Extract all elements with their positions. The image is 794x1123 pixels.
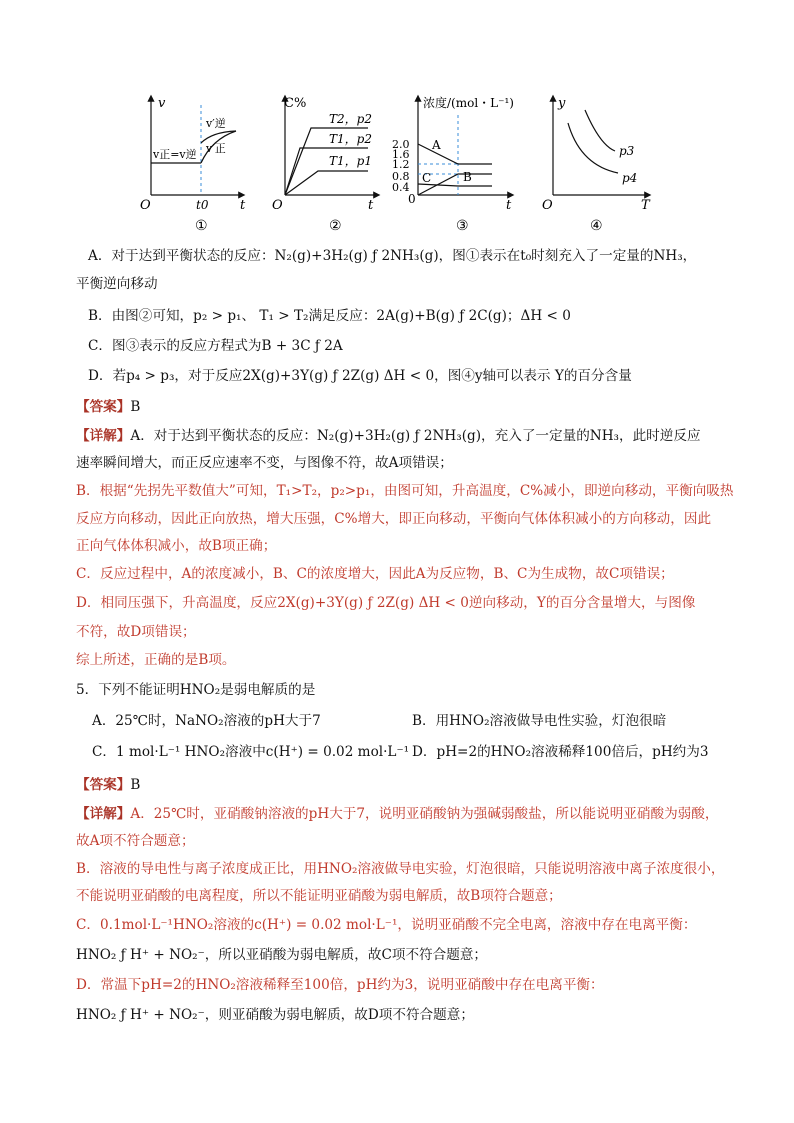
- q4-explain-a-text: A．对于达到平衡状态的反应：N₂(g)+3H₂(g) ƒ 2NH₃(g)，充入了一定量的NH₃，此时逆反应: [130, 428, 701, 444]
- q5-option-b: B．用HNO₂溶液做导电性实验，灯泡很暗: [412, 713, 667, 729]
- q4-explain-b-line1: B．根据“先拐先平数值大”可知，T₁>T₂，p₂>p₁，由图可知，升高温度，C%减小，即逆向移动，平衡向吸热: [76, 483, 734, 499]
- q4-explain-a-line2: 速率瞬间增大，而正反应速率不变，与图像不符，故A项错误；: [76, 455, 453, 471]
- q4-option-d: D．若p₄ > p₃，对于反应2X(g)+3Y(g) ƒ 2Z(g) ΔH < 0，图④y轴可以表示 Y的百分含量: [88, 368, 632, 384]
- fig4-origin: O: [542, 198, 553, 213]
- q4-explain-c: C．反应过程中，A的浓度减小，B、C的浓度增大，因此A为反应物，B、C为生成物，故C项错误；: [76, 566, 674, 582]
- fig3-origin: 0: [408, 192, 416, 206]
- fig2-curve-2: T1，p2: [329, 132, 372, 146]
- q5-stem: 5．下列不能证明HNO₂是弱电解质的是: [76, 682, 316, 698]
- figure-2: [272, 96, 378, 234]
- q4-option-c: C．图③表示的反应方程式为B + 3C ƒ 2A: [88, 338, 343, 354]
- fig3-y-label: 浓度/(mol・L⁻¹): [423, 96, 514, 110]
- q5-explain-b-line2: 不能说明亚硝酸的电离程度，所以不能证明亚硝酸为弱电解质，故B项符合题意；: [76, 888, 562, 904]
- q5-answer-line: [76, 775, 140, 795]
- figure-1: [140, 96, 246, 234]
- q5-explain-c-line1: C．0.1mol·L⁻¹HNO₂溶液的c(H⁺) = 0.02 mol·L⁻¹，说明亚硝酸不完全电离，溶液中存在电离平衡：: [76, 917, 697, 933]
- figure-4: [542, 96, 651, 234]
- q5-explain-c-line2: HNO₂ ƒ H⁺ + NO₂⁻，所以亚硝酸为弱电解质，故C项不符合题意；: [76, 947, 488, 963]
- q5-explain-d-line1: D．常温下pH=2的HNO₂溶液稀释至100倍，pH约为3，说明亚硝酸中存在电离平衡：: [76, 977, 604, 993]
- fig4-curve-p4: p4: [622, 171, 638, 185]
- q4-summary: 综上所述，正确的是B项。: [76, 652, 236, 668]
- q5-explain-b-line1: B．溶液的导电性与离子浓度成正比，用HNO₂溶液做导电实验，灯泡很暗，只能说明溶液中离子浓度很小，: [76, 861, 725, 877]
- q5-detail-tag: 【详解】: [76, 806, 131, 822]
- fig2-origin: O: [272, 198, 283, 213]
- fig4-caption: ④: [590, 218, 603, 234]
- fig4-y-label: y: [558, 96, 566, 111]
- fig1-fwd-label: v′正: [206, 142, 226, 155]
- fig4-x-label: T: [641, 198, 650, 213]
- q5-answer-value: B: [130, 777, 141, 793]
- q5-explain-a-line1: [76, 804, 718, 824]
- q5-answer-tag: 【答案】: [76, 777, 131, 793]
- q4-answer-line: [76, 397, 140, 417]
- q5-explain-d-line2: HNO₂ ƒ H⁺ + NO₂⁻，则亚硝酸为弱电解质，故D项不符合题意；: [76, 1007, 474, 1023]
- fig2-curve-3: T1，p1: [329, 154, 372, 168]
- fig2-caption: ②: [329, 218, 342, 234]
- fig3-x-label: t: [506, 198, 512, 213]
- q5-explain-a-line2: 故A项不符合题意；: [76, 833, 195, 849]
- fig3-tick-3: 1.2: [392, 158, 410, 171]
- fig3-series-c: C: [422, 171, 432, 185]
- fig3-caption: ③: [456, 218, 469, 234]
- fig1-eq-label: v正=v逆: [153, 148, 197, 161]
- q4-detail-tag: 【详解】: [76, 428, 131, 444]
- fig1-t0-label: t0: [196, 198, 209, 212]
- fig3-tick-5: 0.4: [392, 181, 410, 194]
- q4-option-a-line2: 平衡逆向移动: [76, 276, 158, 292]
- fig1-origin: O: [140, 198, 151, 213]
- fig3-tick-4: 0.8: [392, 170, 410, 183]
- fig4-curve-p3: p3: [619, 144, 635, 158]
- fig1-x-label: t: [240, 198, 246, 213]
- fig3-tick-2: 1.6: [392, 148, 410, 161]
- q4-explain-d-line1: D．相同压强下，升高温度，反应2X(g)+3Y(g) ƒ 2Z(g) ΔH < 0逆向移动，Y的百分含量增大，与图像: [76, 595, 696, 611]
- q4-option-a-line1: A．对于达到平衡状态的反应：N₂(g)+3H₂(g) ƒ 2NH₃(g)，图①表示在t₀时刻充入了一定量的NH₃，: [88, 248, 697, 264]
- q5-explain-a-text: A．25℃时，亚硝酸钠溶液的pH大于7，说明亚硝酸钠为强碱弱酸盐，所以能说明亚硝酸为弱酸，: [130, 806, 719, 822]
- fig2-curve-1: T2，p2: [329, 112, 372, 126]
- q4-explain-b-line2: 反应方向移动，因此正向放热，增大压强，C%增大，即正向移动，平衡向气体体积减小的方向移动，因此: [76, 511, 712, 527]
- fig1-rev-label: v′逆: [206, 117, 226, 130]
- q5-option-d: D．pH=2的HNO₂溶液稀释100倍后，pH约为3: [412, 744, 709, 760]
- fig3-tick-1: 2.0: [392, 138, 410, 151]
- fig2-x-label: t: [368, 198, 374, 213]
- q4-answer-tag: 【答案】: [76, 399, 131, 415]
- figure-3: [392, 95, 514, 234]
- q5-option-a: A．25℃时，NaNO₂溶液的pH大于7: [92, 713, 321, 729]
- q4-explain-b-line3: 正向气体体积减小，故B项正确；: [76, 538, 277, 554]
- q4-answer-value: B: [130, 399, 141, 415]
- fig3-series-b: B: [463, 170, 472, 184]
- fig1-y-label: v: [158, 96, 166, 111]
- fig1-caption: ①: [195, 218, 208, 234]
- fig2-y-label: C%: [284, 96, 307, 111]
- q4-explain-d-line2: 不符，故D项错误；: [76, 624, 196, 640]
- q5-option-c: C．1 mol·L⁻¹ HNO₂溶液中c(H⁺) = 0.02 mol·L⁻¹: [92, 744, 410, 760]
- q4-explain-a-line1: [76, 426, 701, 446]
- q4-option-b: B．由图②可知，p₂ > p₁、 T₁ > T₂满足反应：2A(g)+B(g) ƒ 2C(g)；ΔH < 0: [88, 308, 571, 324]
- fig3-series-a: A: [432, 138, 441, 152]
